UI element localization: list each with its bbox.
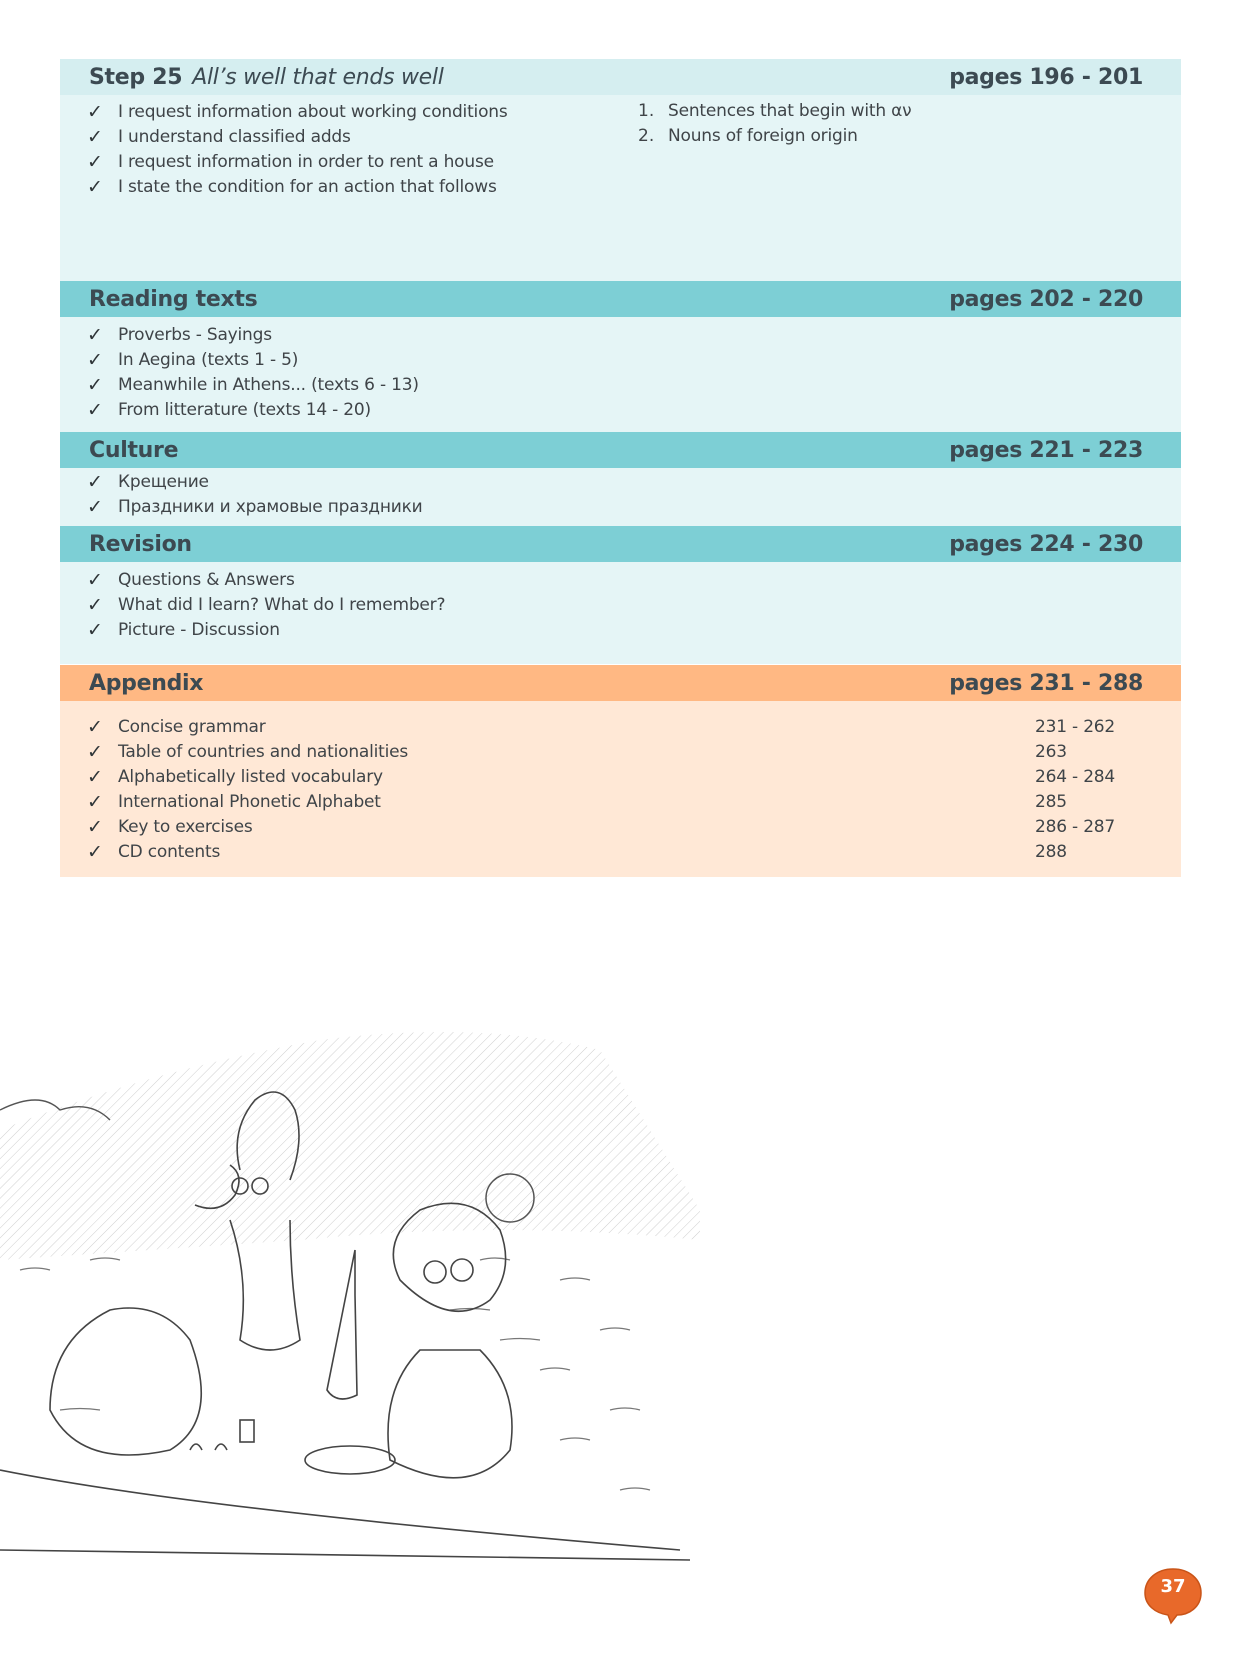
section-culture xyxy=(60,432,1181,526)
check-icon: ✓ xyxy=(87,841,103,863)
grammar-item: Sentences that begin with αν xyxy=(668,101,912,121)
list-item: ✓ I request information in order to rent a house xyxy=(87,151,494,173)
page-number: 37 xyxy=(1160,1576,1186,1597)
section-header xyxy=(60,59,1181,95)
section-header xyxy=(60,432,1181,468)
check-icon: ✓ xyxy=(87,496,103,518)
list-item: ✓ From litterature (texts 14 - 20) xyxy=(87,399,371,421)
list-item: ✓ I state the condition for an action that follows xyxy=(87,176,497,198)
section-body xyxy=(60,468,1181,526)
section-title: Reading texts xyxy=(89,286,258,312)
section-pages: pages 202 - 220 xyxy=(949,286,1143,312)
section-body xyxy=(60,317,1181,432)
check-icon: ✓ xyxy=(87,594,103,616)
section-reading xyxy=(60,281,1181,432)
item-pages: 264 - 284 xyxy=(1035,767,1116,787)
check-icon: ✓ xyxy=(87,569,103,591)
list-item: ✓ CD contents 288 xyxy=(87,841,1067,863)
check-icon: ✓ xyxy=(87,716,103,738)
check-icon: ✓ xyxy=(87,151,103,173)
revision-list xyxy=(60,568,1181,643)
check-icon: ✓ xyxy=(87,619,103,641)
section-title: Culture xyxy=(89,437,179,463)
check-icon: ✓ xyxy=(87,471,103,493)
grammar-item: Nouns of foreign origin xyxy=(668,126,858,146)
section-pages: pages 196 - 201 xyxy=(949,64,1143,90)
list-item: ✓ Крещение xyxy=(87,471,209,493)
appendix-list xyxy=(60,715,1181,865)
section-revision xyxy=(60,526,1181,664)
check-icon: ✓ xyxy=(87,791,103,813)
section-header xyxy=(60,665,1181,701)
list-item: ✓ In Aegina (texts 1 - 5) xyxy=(87,349,299,371)
list-item: ✓ Concise grammar 231 - 262 xyxy=(87,716,1116,738)
step-subtitle: All’s well that ends well xyxy=(192,64,444,90)
check-icon: ✓ xyxy=(87,349,103,371)
check-icon: ✓ xyxy=(87,176,103,198)
section-title: Revision xyxy=(89,531,192,557)
check-icon: ✓ xyxy=(87,399,103,421)
section-pages: pages 224 - 230 xyxy=(949,531,1143,557)
check-icon: ✓ xyxy=(87,101,103,123)
item-pages: 286 - 287 xyxy=(1035,817,1116,837)
item-pages: 263 xyxy=(1035,742,1067,762)
step-label: Step 25 xyxy=(89,64,183,90)
list-item: ✓ I understand classified adds xyxy=(87,126,351,148)
grammar-number: 2. xyxy=(638,126,655,146)
reading-list xyxy=(60,323,1181,423)
list-item: ✓ Proverbs - Sayings xyxy=(87,324,272,346)
list-item: ✓ I request information about working conditions xyxy=(87,101,508,123)
list-item: ✓ Picture - Discussion xyxy=(87,619,280,641)
item-pages: 231 - 262 xyxy=(1035,717,1116,737)
list-item: ✓ What did I learn? What do I remember? xyxy=(87,594,446,616)
section-body xyxy=(60,562,1181,664)
section-appendix xyxy=(60,665,1181,877)
check-icon: ✓ xyxy=(87,816,103,838)
check-icon: ✓ xyxy=(87,374,103,396)
check-icon: ✓ xyxy=(87,741,103,763)
culture-list xyxy=(60,470,1181,520)
item-pages: 285 xyxy=(1035,792,1067,812)
check-icon: ✓ xyxy=(87,324,103,346)
check-icon: ✓ xyxy=(87,766,103,788)
objectives-list xyxy=(60,100,1181,200)
check-icon: ✓ xyxy=(87,126,103,148)
list-item: ✓ International Phonetic Alphabet 285 xyxy=(87,791,1067,813)
list-item: ✓ Meanwhile in Athens... (texts 6 - 13) xyxy=(87,374,419,396)
section-header xyxy=(60,281,1181,317)
section-pages: pages 231 - 288 xyxy=(949,670,1143,696)
list-item: ✓ Questions & Answers xyxy=(87,569,295,591)
section-title: Appendix xyxy=(89,670,204,696)
sketch-illustration xyxy=(0,1010,720,1570)
list-item: ✓ Праздники и храмовые праздники xyxy=(87,496,423,518)
section-header xyxy=(60,526,1181,562)
list-item: ✓ Table of countries and nationalities 263 xyxy=(87,741,1067,763)
section-body xyxy=(60,701,1181,877)
item-pages: 288 xyxy=(1035,842,1067,862)
list-item: ✓ Alphabetically listed vocabulary 264 - 284 xyxy=(87,766,1116,788)
grammar-number: 1. xyxy=(638,101,655,121)
list-item: ✓ Key to exercises 286 - 287 xyxy=(87,816,1116,838)
section-pages: pages 221 - 223 xyxy=(949,437,1143,463)
section-title xyxy=(89,65,444,90)
